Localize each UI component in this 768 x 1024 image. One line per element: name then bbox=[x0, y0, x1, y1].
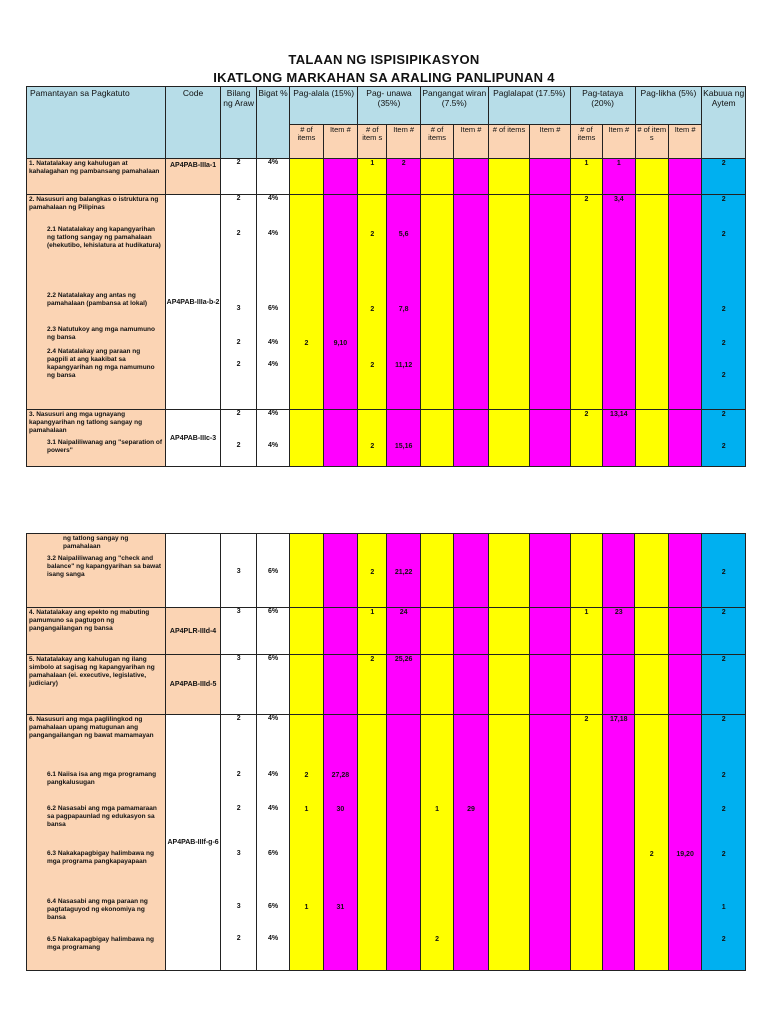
competency-text: 6.2 Nasasabi ang mga pamamaraan sa pagpapaunlad ng edukasyon sa bansa bbox=[47, 805, 157, 828]
subheader-item-num: Item # bbox=[530, 125, 571, 159]
pagunawa-items: 5,6 bbox=[398, 231, 409, 238]
pagunawa-count: 1 bbox=[358, 608, 387, 655]
paglikha-items: 19,20 bbox=[676, 851, 694, 858]
days-cell: 2 bbox=[221, 159, 256, 195]
pagunawa-items: 11,12 bbox=[395, 362, 413, 369]
competency-text: 3.2 Naipaliliwanag ang "check and balance" ng kapangyarihan sa bawat isang sanga bbox=[47, 555, 161, 578]
competency-text: 2.4 Natatalakay ang paraan ng pagpili at ang kaakibat sa kapangyarihan ng mga namumuno ng bansa bbox=[47, 348, 155, 379]
competency-text: 2. Nasusuri ang balangkas o istruktura ng pamahalaan ng Pilipinas bbox=[29, 196, 159, 211]
pagtataya-count: 2 bbox=[584, 716, 589, 723]
pagunawa-items: 21,22 bbox=[394, 569, 413, 576]
pagtataya-count: 2 bbox=[584, 196, 589, 203]
header-pagtataya: Pag-tataya (20%) bbox=[570, 87, 635, 125]
header-pagunawa: Pag- unawa (35%) bbox=[358, 87, 421, 125]
header-code: Code bbox=[165, 87, 221, 159]
pagunawa-count: 2 bbox=[370, 231, 375, 238]
total-cell: 2 bbox=[721, 372, 726, 379]
header-kabuuan: Kabuua ng Aytem bbox=[702, 87, 746, 159]
competency-text: 3. Nasusuri ang mga ugnayang kapangyarihan ng tatlong sangay ng pamahalaan bbox=[29, 411, 143, 434]
specification-table-part2 bbox=[26, 533, 746, 971]
total-cell: 2 bbox=[721, 196, 726, 203]
header-pangangatwiran: Pangangat wiran (7.5%) bbox=[420, 87, 488, 125]
document-title: TALAAN NG ISPISIPIKASYON bbox=[288, 52, 480, 67]
pagtataya-items: 23 bbox=[603, 608, 635, 655]
days-column: 2 2 3 2 2 bbox=[221, 195, 256, 410]
pangangatwiran-items: 29 bbox=[467, 806, 475, 813]
subheader-num-items: # of items bbox=[420, 125, 453, 159]
pagunawa-count: 2 bbox=[370, 362, 375, 369]
subheader-num-items: # of items bbox=[570, 125, 602, 159]
pagalala-count: 1 bbox=[304, 806, 309, 813]
total-cell: 2 bbox=[721, 716, 726, 723]
competency-text: 4. Natatalakay ang epekto ng mabuting pamumuno sa pagtugon ng pangangailangan ng bansa bbox=[27, 608, 166, 655]
header-pamantayan: Pamantayan sa Pagkatuto bbox=[27, 87, 166, 159]
pagalala-items: 27,28 bbox=[331, 772, 350, 779]
competency-group-6 bbox=[27, 715, 166, 971]
subheader-num-items: # of items bbox=[290, 125, 323, 159]
competency-code: AP4PAB-IIId-5 bbox=[165, 655, 221, 715]
pagalala-items: 9,10 bbox=[333, 340, 348, 347]
competency-text: 6.1 Naiisa isa ang mga programang pangkalusugan bbox=[47, 771, 157, 786]
total-cell: 2 bbox=[721, 772, 726, 779]
pagtataya-items: 1 bbox=[603, 159, 635, 195]
subheader-item-num: Item # bbox=[668, 125, 701, 159]
pagtataya-items: 17,18 bbox=[610, 716, 628, 723]
total-cell: 2 bbox=[702, 608, 746, 655]
table-row: 4. Natatalakay ang epekto ng mabuting pamumuno sa pagtugon ng pangangailangan ng bansa AP4PLR-IIId-4 3 6% 1 24 1 23 2 bbox=[27, 608, 746, 655]
pagalala-count: 1 bbox=[304, 904, 309, 911]
pagunawa-items: 24 bbox=[387, 608, 420, 655]
competency-group-3 bbox=[27, 410, 166, 467]
subheader-item-num: Item # bbox=[603, 125, 635, 159]
pagtataya-items: 3,4 bbox=[613, 196, 624, 203]
pagunawa-items: 7,8 bbox=[398, 306, 409, 313]
total-cell: 2 bbox=[721, 306, 726, 313]
header-paglalapat: Paglalapat (17.5%) bbox=[488, 87, 570, 125]
subheader-item-num: Item # bbox=[387, 125, 420, 159]
competency-text: 2.1 Natatalakay ang kapangyarihan ng tatlong sangay ng pamahalaan (ehekutibo, lehislatura at hudikatura) bbox=[47, 226, 161, 249]
competency-text: 6. Nasusuri ang mga paglilingkod ng pamahalaan upang matugunan ang pangangailangan ng bawat mamamayan bbox=[29, 716, 154, 739]
pagalala-items: 30 bbox=[336, 806, 345, 813]
table-row: 3. Nasusuri ang mga ugnayang kapangyarihan ng tatlong sangay ng pamahalaan 3.1 Naipaliliwanag ang "separation of powers" AP4PAB-IIIc-3 2 2 4% 4% 2 15,16 2 13,14 2 2 bbox=[27, 410, 746, 467]
subheader-item-num: Item # bbox=[454, 125, 488, 159]
pagunawa-items: 2 bbox=[387, 159, 420, 195]
competency-code: AP4PLR-IIId-4 bbox=[165, 608, 221, 655]
total-cell: 2 bbox=[721, 443, 726, 450]
total-cell: 2 bbox=[721, 806, 726, 813]
competency-text: 5. Natatalakay ang kahulugan ng ilang simbolo at sagisag ng kapangyarihan ng pamahalaan (ei. executive, legislative, judiciary) bbox=[27, 655, 166, 715]
total-cell: 2 bbox=[721, 936, 726, 943]
pagalala-items: 31 bbox=[336, 904, 345, 911]
pagtataya-count: 1 bbox=[570, 608, 602, 655]
total-cell: 2 bbox=[721, 411, 726, 418]
competency-text: 2.2 Natatalakay ang antas ng pamahalaan (pambansa at lokal) bbox=[47, 292, 148, 307]
specification-table-part1 bbox=[26, 86, 746, 467]
table-row bbox=[27, 195, 746, 410]
subheader-num-items: # of item s bbox=[635, 125, 668, 159]
pagtataya-items: 13,14 bbox=[610, 411, 628, 418]
paglikha-count: 2 bbox=[649, 851, 654, 858]
competency-text: 2.3 Natutukoy ang mga namumuno ng bansa bbox=[47, 326, 155, 341]
total-cell: 2 bbox=[721, 340, 726, 347]
pagalala-count: 2 bbox=[304, 772, 309, 779]
competency-text: 1. Natatalakay ang kahulugan at kahalagahan ng pambansang pamahalaan bbox=[27, 159, 166, 195]
pagunawa-count: 2 bbox=[370, 443, 375, 450]
header-paglikha: Pag-likha (5%) bbox=[635, 87, 702, 125]
pagunawa-items: 15,16 bbox=[394, 443, 413, 450]
total-cell: 2 bbox=[702, 159, 746, 195]
pagtataya-count: 2 bbox=[584, 411, 589, 418]
competency-code: AP4PAB-IIIc-3 bbox=[165, 410, 221, 467]
competency-text: 3.1 Naipaliliwanag ang "separation of powers" bbox=[47, 439, 163, 454]
total-cell: 2 bbox=[721, 569, 726, 576]
total-cell: 2 bbox=[702, 655, 746, 715]
competency-code: AP4PAB-IIIa-1 bbox=[165, 159, 221, 195]
header-bigat: Bigat % bbox=[256, 87, 289, 159]
total-cell: 2 bbox=[721, 851, 726, 858]
pagtataya-count: 1 bbox=[570, 159, 602, 195]
competency-code: AP4PAB-IIIf-g-6 bbox=[165, 715, 221, 971]
header-pagalala: Pag-alala (15%) bbox=[290, 87, 358, 125]
pagunawa-items: 25,26 bbox=[387, 655, 420, 715]
subheader-num-items: # of items bbox=[488, 125, 530, 159]
pagalala-count: 2 bbox=[304, 340, 309, 347]
competency-text: ng tatlong sangay ng pamahalaan bbox=[63, 535, 129, 550]
competency-text: 6.5 Nakakapagbigay halimbawa ng mga programang bbox=[47, 936, 154, 951]
competency-code: AP4PAB-IIIa-b-2 bbox=[165, 195, 221, 410]
pagunawa-count: 2 bbox=[370, 306, 375, 313]
pagunawa-count: 1 bbox=[358, 159, 387, 195]
weight-column: 4% 4% 6% 4% 4% bbox=[256, 195, 289, 410]
header-bilang: Bilang ng Araw bbox=[221, 87, 256, 159]
table-row: ng tatlong sangay ng pamahalaan 3.2 Naipaliliwanag ang "check and balance" ng kapangyarihan sa bawat isang sanga 3 6% 2 21,22 2 bbox=[27, 534, 746, 608]
table-row bbox=[27, 159, 746, 195]
competency-text: 6.3 Nakakapagbigay halimbawa ng mga programa pangkapayapaan bbox=[47, 850, 154, 865]
weight-cell: 4% bbox=[256, 159, 289, 195]
table-row: 6. Nasusuri ang mga paglilingkod ng pamahalaan upang matugunan ang pangangailangan ng bawat mamamayan 6.1 Naiisa isa ang mga programang pangkalusugan 6.2 Nasasabi ang mga pamamaraan sa pagpapaunlad ng edukasyon sa bansa 6.3 Nakakapagbigay halimbawa ng mga programa pangkapayapaan 6.4 Nasasabi ang mga paraan ng pagtataguyod ng ekonomiya ng bansa 6.5 Nakakapagbigay halimbawa ng mga programang AP4PAB-IIIf-g-6 2 2 2 3 3 2 4% 4% 4% 6% 6% 4% 2 1 1 27,28 30 31 1 2 29 2 17,18 2 19,20 2 2 2 2 1 2 bbox=[27, 715, 746, 971]
table-row: 5. Natatalakay ang kahulugan ng ilang simbolo at sagisag ng kapangyarihan ng pamahalaan (ei. executive, legislative, judiciary) AP4PAB-IIId-5 3 6% 2 25,26 2 bbox=[27, 655, 746, 715]
pagunawa-count: 2 bbox=[358, 655, 387, 715]
pagunawa-count: 2 bbox=[370, 569, 375, 576]
total-cell: 1 bbox=[721, 904, 726, 911]
pangangatwiran-count: 2 bbox=[435, 936, 440, 943]
subheader-num-items: # of item s bbox=[358, 125, 387, 159]
total-cell: 2 bbox=[721, 231, 726, 238]
competency-group-2 bbox=[27, 195, 166, 410]
subheader-item-num: Item # bbox=[323, 125, 357, 159]
document-subtitle: IKATLONG MARKAHAN SA ARALING PANLIPUNAN 4 bbox=[213, 70, 555, 85]
pangangatwiran-count: 1 bbox=[435, 806, 440, 813]
competency-text: 6.4 Nasasabi ang mga paraan ng pagtataguyod ng ekonomiya ng bansa bbox=[47, 898, 148, 921]
